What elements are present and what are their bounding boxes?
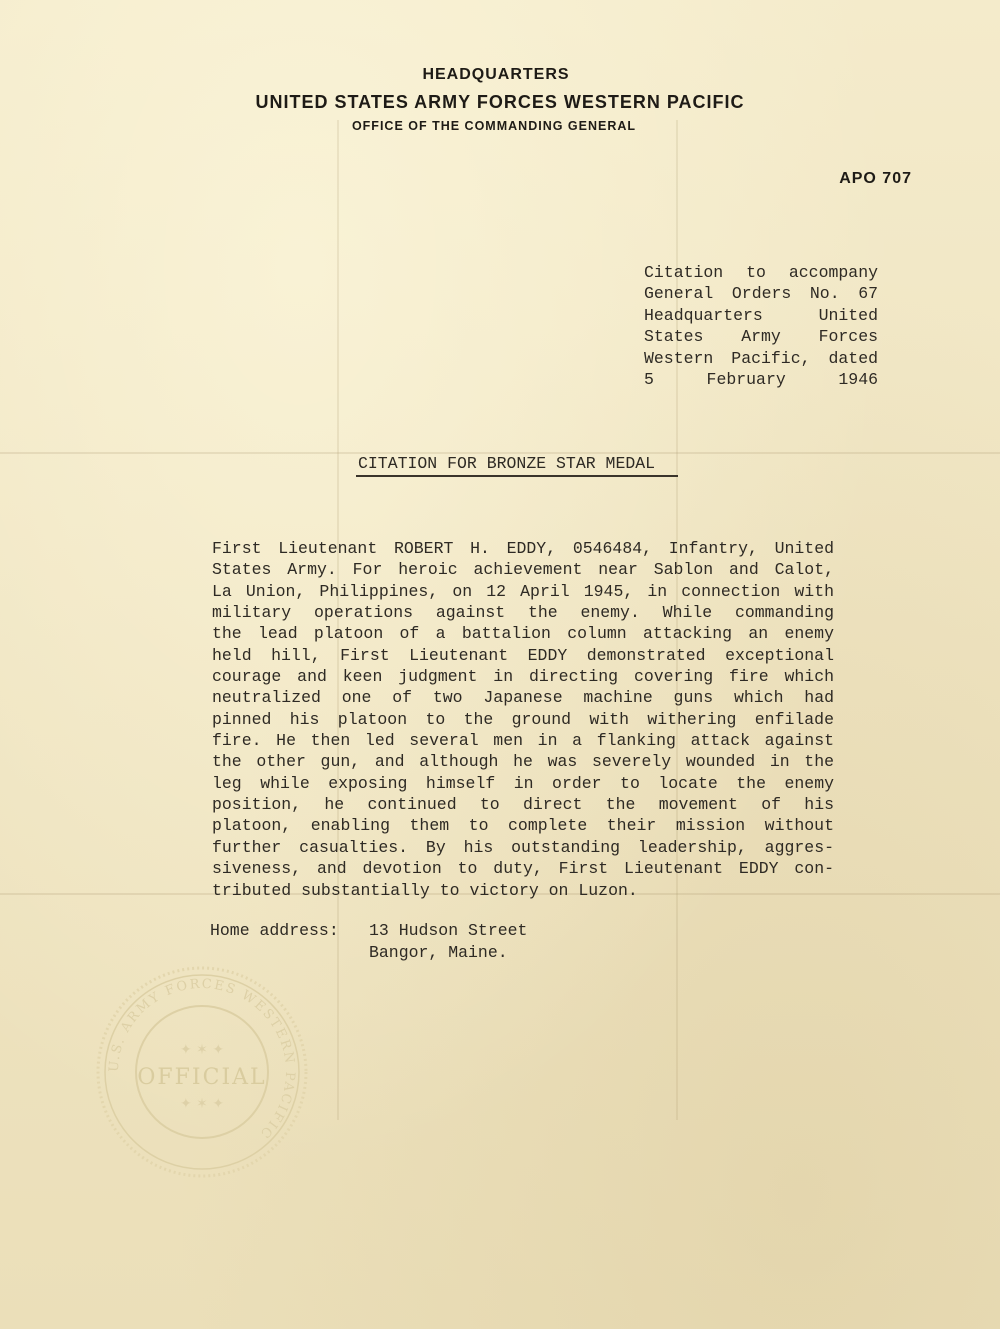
letterhead-command: UNITED STATES ARMY FORCES WESTERN PACIFIC xyxy=(255,92,745,112)
citation-line: siveness, and devotion to duty, First Lieutenant EDDY con- xyxy=(212,859,834,879)
citation-line: further casualties. By his outstanding leadership, aggres- xyxy=(212,837,834,857)
general-orders-reference xyxy=(644,262,878,390)
citation-line: held hill, First Lieutenant EDDY demonstrated exceptional xyxy=(212,645,834,665)
letterhead-headquarters: HEADQUARTERS xyxy=(422,66,570,83)
citation-line: States Army. For heroic achievement near Sablon and Calot, xyxy=(212,560,834,580)
home-address-label: Home address: xyxy=(210,921,339,940)
citation-line: La Union, Philippines, on 12 April 1945, in connection with xyxy=(212,581,834,601)
citation-line: leg while exposing himself in order to locate the enemy xyxy=(212,773,834,793)
reference-line: Citation to accompany xyxy=(644,263,878,282)
citation-line: the other gun, and although he was severely wounded in the xyxy=(212,752,834,772)
reference-line: States Army Forces xyxy=(644,327,878,347)
citation-line: tributed substantially to victory on Luzon. xyxy=(212,880,638,900)
citation-line: platoon, enabling them to complete their mission without xyxy=(212,816,834,836)
home-address-street: 13 Hudson Street xyxy=(369,921,528,940)
reference-line: Headquarters United xyxy=(644,305,878,325)
citation-body xyxy=(212,538,834,901)
citation-title: CITATION FOR BRONZE STAR MEDAL xyxy=(358,454,656,473)
citation-line: First Lieutenant ROBERT H. EDDY, 0546484, Infantry, United xyxy=(212,539,834,558)
apo-number: APO 707 xyxy=(839,170,912,187)
letterhead-office: OFFICE OF THE COMMANDING GENERAL xyxy=(351,119,637,133)
citation-line: the lead platoon of a battalion column attacking an enemy xyxy=(212,624,834,644)
citation-line: military operations against the enemy. While commanding xyxy=(212,603,834,623)
star-icon: ✦ ✶ ✦ xyxy=(179,1096,225,1112)
embossed-official-seal xyxy=(92,962,312,1182)
reference-line: 5 February 1946 xyxy=(644,370,878,390)
seal-official-text: OFFICIAL xyxy=(137,1065,267,1090)
star-icon: ✦ ✶ ✦ xyxy=(179,1042,225,1058)
home-address-city: Bangor, Maine. xyxy=(369,943,508,962)
seal-ring-text: U.S. ARMY FORCES WESTERN PACIFIC xyxy=(106,976,298,1142)
reference-line: General Orders No. 67 xyxy=(644,284,878,304)
citation-line: neutralized one of two Japanese machine guns which had xyxy=(212,688,834,708)
citation-line: fire. He then led several men in a flanking attack against xyxy=(212,731,834,751)
title-underline xyxy=(356,475,678,477)
citation-line: courage and keen judgment in directing covering fire which xyxy=(212,667,834,687)
reference-line: Western Pacific, dated xyxy=(644,348,878,368)
citation-line: pinned his platoon to the ground with withering enfilade xyxy=(212,709,834,729)
citation-line: position, he continued to direct the movement of his xyxy=(212,795,834,815)
